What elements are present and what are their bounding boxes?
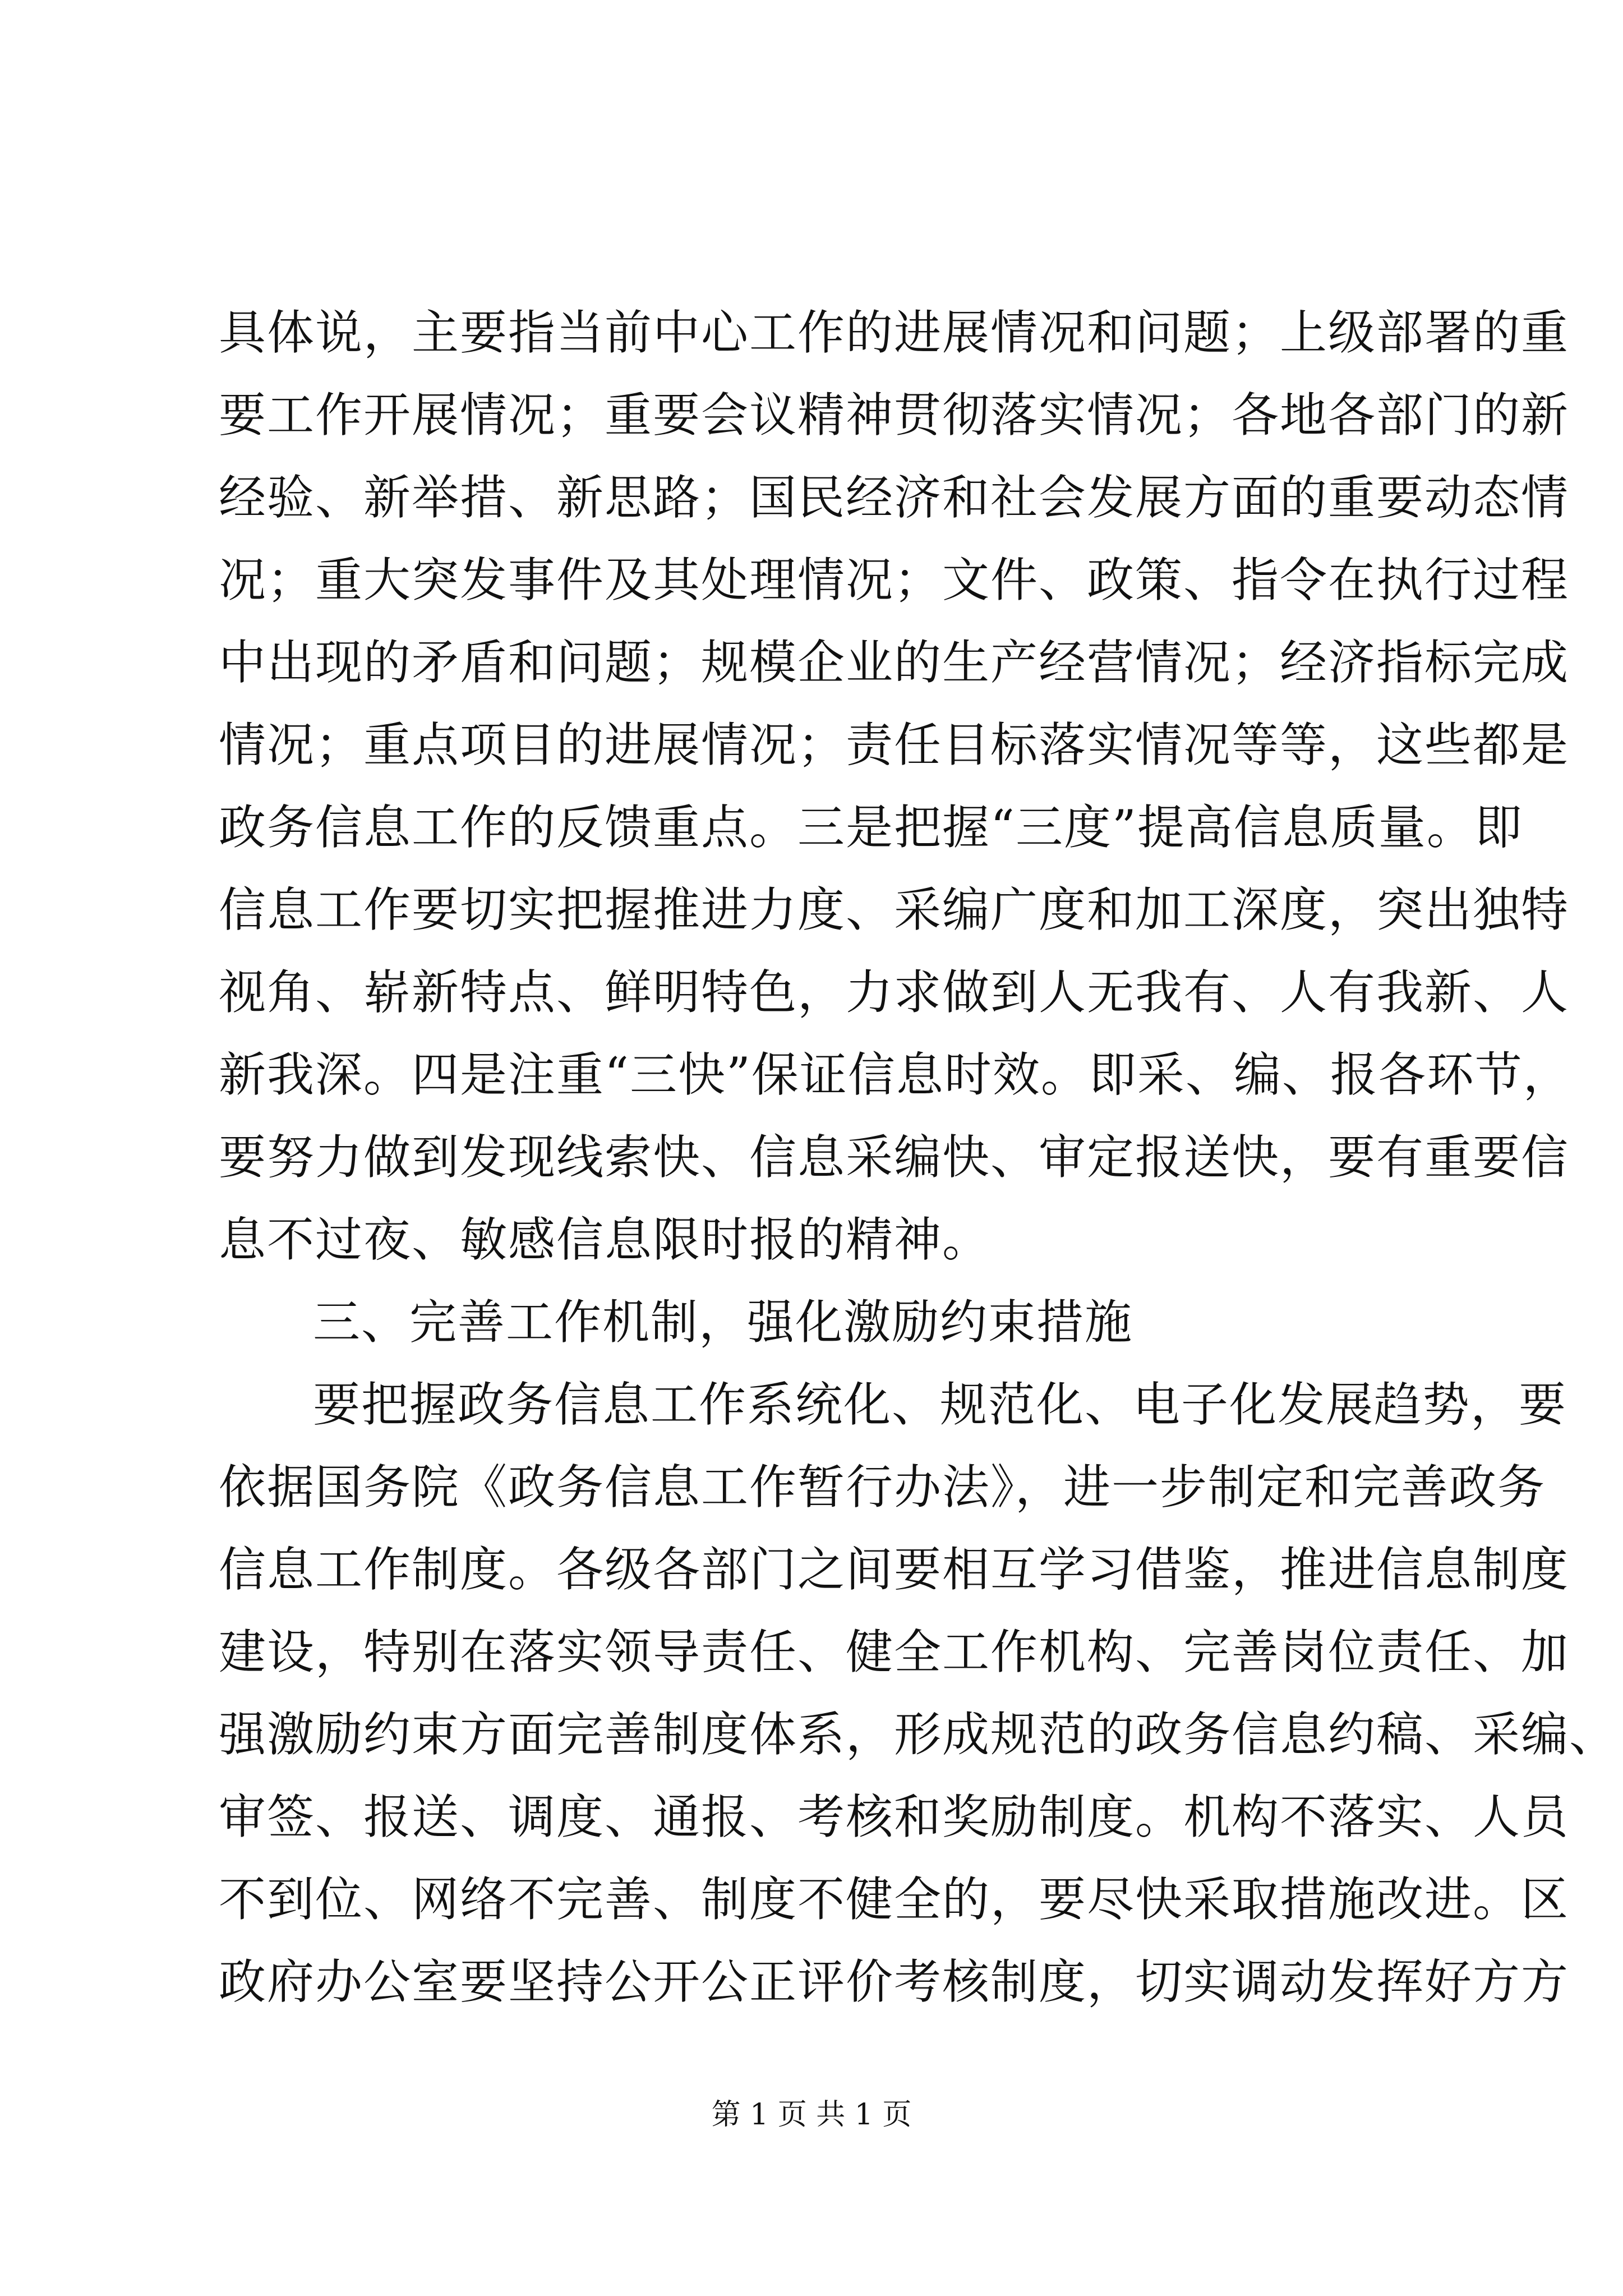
text-line: 中出现的矛盾和问题；规模企业的生产经营情况；经济指标完成 [219, 635, 1570, 690]
text-line: 具体说，主要指当前中心工作的进展情况和问题；上级部署的重 [219, 305, 1570, 360]
text-line: 经验、新举措、新思路；国民经济和社会发展方面的重要动态情 [219, 470, 1570, 525]
text-line: 审签、报送、调度、通报、考核和奖励制度。机构不落实、人员 [219, 1789, 1570, 1844]
paragraph-2 [219, 1364, 1618, 2023]
text-line: 况；重大突发事件及其处理情况；文件、政策、指令在执行过程 [219, 553, 1570, 608]
section-heading [219, 1281, 1424, 1364]
text-line: 信息工作要切实把握推进力度、采编广度和加工深度，突出独特 [219, 882, 1570, 937]
text-line: 视角、崭新特点、鲜明特色，力求做到人无我有、人有我新、人 [219, 965, 1570, 1020]
text-line: 新我深。四是注重“三快”保证信息时效。即采、编、报各环节， [219, 1047, 1571, 1102]
heading-text: 三、完善工作机制，强化激励约束措施 [313, 1295, 1133, 1350]
text-line: 不到位、网络不完善、制度不健全的，要尽快采取措施改进。区 [219, 1872, 1570, 1927]
text-line: 信息工作制度。各级各部门之间要相互学习借鉴，推进信息制度 [219, 1542, 1570, 1597]
text-line: 依据国务院《政务信息工作暂行办法》，进一步制定和完善政务 [219, 1460, 1546, 1515]
text-line: 建设，特别在落实领导责任、健全工作机构、完善岗位责任、加 [219, 1625, 1570, 1680]
text-line: 要把握政务信息工作系统化、规范化、电子化发展趋势，要 [313, 1377, 1567, 1432]
text-line: 政务信息工作的反馈重点。三是把握“三度”提高信息质量。即 [219, 800, 1523, 855]
text-line: 情况；重点项目的进展情况；责任目标落实情况等等，这些都是 [219, 717, 1570, 772]
text-line: 强激励约束方面完善制度体系，形成规范的政务信息约稿、采编、 [219, 1707, 1618, 1762]
page-footer: 第 1 页 共 1 页 [711, 2098, 912, 2132]
text-line: 要工作开展情况；重要会议精神贯彻落实情况；各地各部门的新 [219, 388, 1570, 443]
document-body [219, 292, 1618, 2023]
text-line: 政府办公室要坚持公开公正评价考核制度，切实调动发挥好方方 [219, 1954, 1570, 2009]
paragraph-1 [219, 292, 1571, 1281]
text-line: 要努力做到发现线索快、信息采编快、审定报送快，要有重要信 [219, 1130, 1570, 1185]
text-line: 息不过夜、敏感信息限时报的精神。 [219, 1212, 991, 1267]
